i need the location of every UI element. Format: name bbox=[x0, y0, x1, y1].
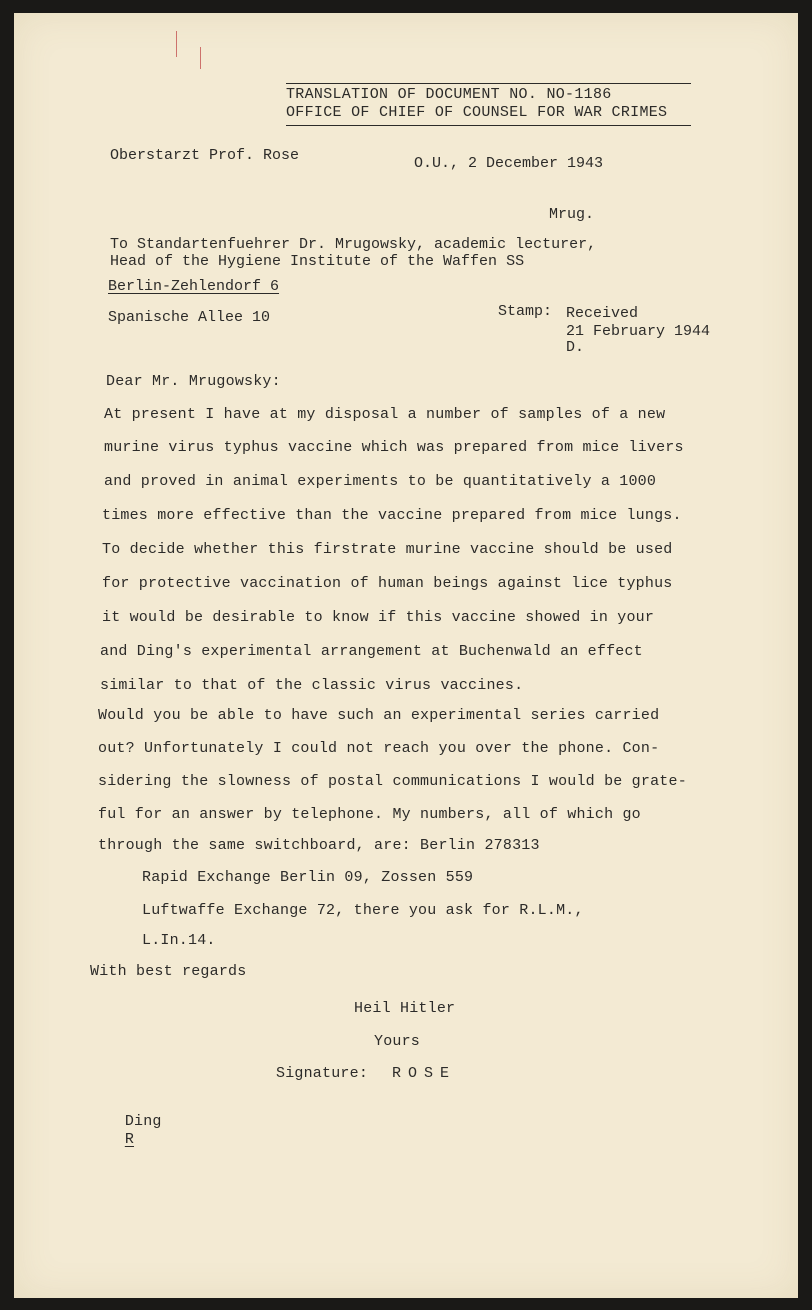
salutation: Dear Mr. Mrugowsky: bbox=[106, 373, 281, 390]
date-line: O.U., 2 December 1943 bbox=[414, 155, 604, 172]
phone-number-line: L.In.14. bbox=[142, 932, 216, 949]
phone-number-line: Rapid Exchange Berlin 09, Zossen 559 bbox=[142, 869, 474, 886]
paragraph-2-line: out? Unfortunately I could not reach you over the phone. Con- bbox=[98, 740, 660, 757]
red-pencil-mark bbox=[200, 47, 201, 69]
paragraph-1-line: similar to that of the classic virus vaccines. bbox=[100, 677, 524, 694]
stamp-status: Received bbox=[566, 305, 639, 322]
recipient-line-1: To Standartenfuehrer Dr. Mrugowsky, academic lecturer, bbox=[110, 236, 597, 253]
distribution-note bbox=[88, 1095, 162, 1167]
document-header bbox=[286, 83, 691, 126]
distribution-name: Ding bbox=[124, 1113, 162, 1130]
recipient-line-2: Head of the Hygiene Institute of the Waffen SS bbox=[110, 253, 525, 270]
signature-label: Signature: bbox=[276, 1065, 369, 1082]
sign-off-2: Yours bbox=[374, 1033, 421, 1050]
reference-mark: Mrug. bbox=[549, 206, 595, 223]
paragraph-1-line: At present I have at my disposal a number of samples of a new bbox=[104, 406, 666, 423]
distribution-initial: R bbox=[124, 1131, 135, 1148]
stamp-date: 21 February 1944 bbox=[566, 323, 711, 340]
sign-off-1: Heil Hitler bbox=[354, 1000, 456, 1017]
paragraph-1-line: murine virus typhus vaccine which was prepared from mice livers bbox=[104, 439, 684, 456]
header-line-1: TRANSLATION OF DOCUMENT NO. NO-1186 bbox=[286, 86, 612, 103]
red-pencil-mark bbox=[176, 31, 177, 57]
stamp-initial: D. bbox=[566, 339, 585, 356]
header-line-2: OFFICE OF CHIEF OF COUNSEL FOR WAR CRIMES bbox=[286, 104, 668, 121]
paragraph-2-line: Would you be able to have such an experimental series carried bbox=[98, 707, 660, 724]
sender: Oberstarzt Prof. Rose bbox=[110, 147, 300, 164]
closing: With best regards bbox=[90, 963, 247, 980]
paragraph-1-line: it would be desirable to know if this vaccine showed in your bbox=[102, 609, 655, 626]
paragraph-1-line: times more effective than the vaccine prepared from mice lungs. bbox=[102, 507, 682, 524]
phone-number-line: Luftwaffe Exchange 72, there you ask for R.L.M., bbox=[142, 902, 584, 919]
paragraph-1-line: To decide whether this firstrate murine vaccine should be used bbox=[102, 541, 673, 558]
paragraph-1-line: and proved in animal experiments to be quantitatively a 1000 bbox=[104, 473, 657, 490]
stamp-label: Stamp: bbox=[498, 303, 553, 320]
paragraph-2-line: through the same switchboard, are: Berlin 278313 bbox=[98, 837, 540, 854]
signature-name: ROSE bbox=[392, 1065, 457, 1082]
document-page bbox=[14, 13, 798, 1298]
paragraph-2-line: sidering the slowness of postal communications I would be grate- bbox=[98, 773, 687, 790]
recipient-street: Spanische Allee 10 bbox=[108, 309, 271, 326]
paragraph-2-line: ful for an answer by telephone. My numbers, all of which go bbox=[98, 806, 641, 823]
recipient-city: Berlin-Zehlendorf 6 bbox=[108, 278, 280, 295]
paragraph-1-line: for protective vaccination of human beings against lice typhus bbox=[102, 575, 673, 592]
paragraph-1-line: and Ding's experimental arrangement at Buchenwald an effect bbox=[100, 643, 643, 660]
